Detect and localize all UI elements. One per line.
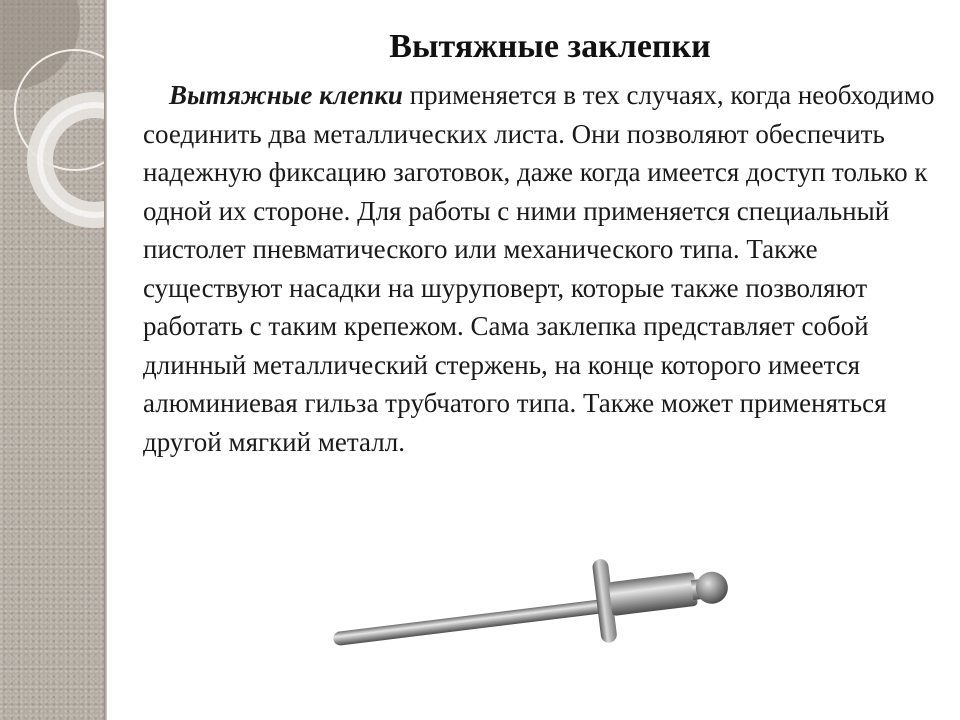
slide-title: Вытяжные заклепки [389, 28, 711, 65]
decorative-circles [0, 0, 106, 720]
lead-term: Вытяжные клепки [169, 80, 403, 110]
rivet-sleeve [608, 572, 698, 616]
side-panel-edge [104, 0, 107, 720]
decorative-side-panel [0, 0, 106, 720]
thick-ring-decoration [40, 105, 106, 215]
slide-body-text [143, 76, 951, 461]
dark-circle-decoration [0, 0, 80, 90]
mandrel-rod [332, 598, 612, 646]
paragraph-text: применяется в тех случаях, когда необходимо соединить два металлических листа. Они позволяют обеспечить надежную фиксацию заготовок, даже когда имеется доступ только к одной их стороне. Для работы с ними применяется специальный пистолет пневматического или механического типа. Также существуют насадки на шуруповерт, которые также позволяют работать с таким крепежом. Сама заклепка представляет собой длинный металлический стержень, на конце которого имеется алюминиевая гильза трубчатого типа. Также может применяться другой мягкий металл. [143, 80, 935, 457]
mandrel-head [694, 570, 730, 606]
rivet-image [320, 540, 740, 650]
